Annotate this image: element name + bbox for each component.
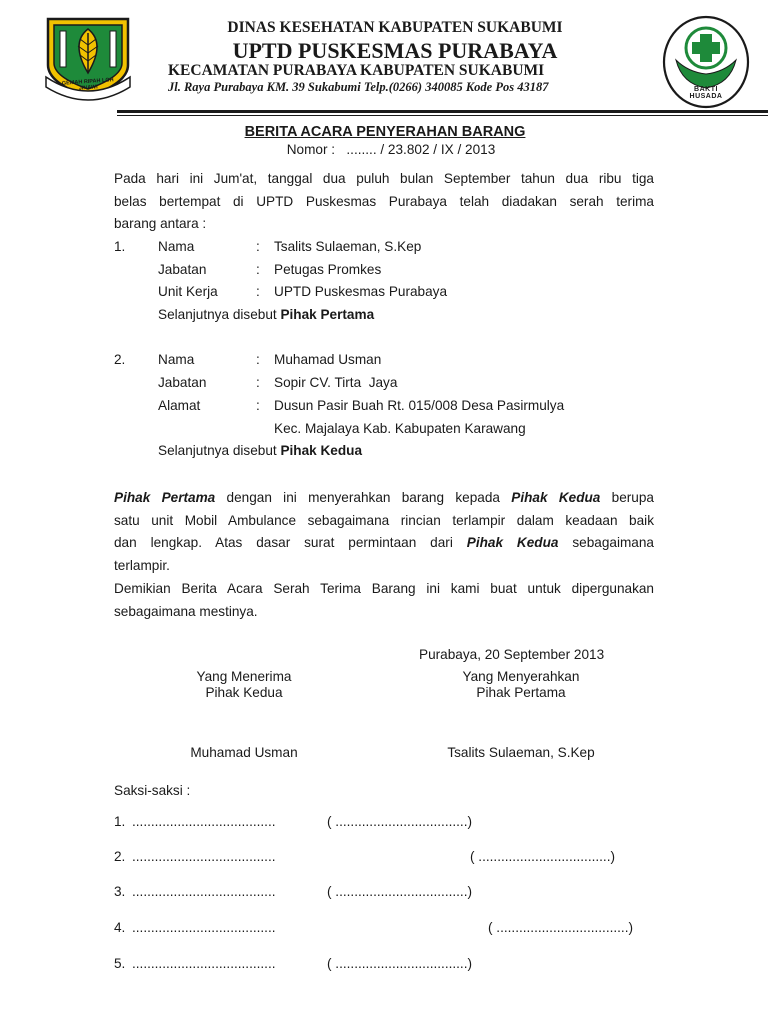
party2-number: 2.	[114, 352, 126, 367]
party1-value-name: Tsalits Sulaeman, S.Kep	[274, 239, 422, 254]
witness-4-name-line: ......................................	[132, 920, 276, 935]
party2-designation: Selanjutnya disebut Pihak Kedua	[158, 443, 363, 458]
party1-number: 1.	[114, 239, 126, 254]
witness-5-number: 5.	[114, 956, 126, 971]
party1-value-unit: UPTD Puskesmas Purabaya	[274, 284, 448, 299]
witness-5-name-line: ......................................	[132, 956, 276, 971]
party1-designation: Selanjutnya disebut Pihak Pertama	[158, 307, 375, 322]
document-number: Nomor : ........ / 23.802 / IX / 2013	[286, 142, 496, 157]
header-agency: DINAS KESEHATAN KABUPATEN SUKABUMI	[227, 19, 563, 36]
party2-value-address: Dusun Pasir Buah Rt. 015/008 Desa Pasirmulya	[274, 398, 565, 413]
place-date: Purabaya, 20 September 2013	[419, 647, 605, 662]
witness-3-name-line: ......................................	[132, 884, 276, 899]
witness-1-signature-line: ( ...................................)	[327, 814, 473, 829]
party2-label-address: Alamat	[158, 398, 201, 413]
witness-2-name-line: ......................................	[132, 849, 276, 864]
bakti-husada-text: BAKTI HUSADA	[689, 86, 723, 100]
right-signature-role: Yang Menyerahkan	[462, 669, 580, 684]
party1-label-name: Nama	[158, 239, 195, 254]
witness-2-signature-line: ( ...................................)	[470, 849, 616, 864]
witness-4-number: 4.	[114, 920, 126, 935]
witnesses-label: Saksi-saksi :	[114, 783, 191, 798]
witness-3-number: 3.	[114, 884, 126, 899]
right-signature-name: Tsalits Sulaeman, S.Kep	[447, 745, 595, 760]
party1-colon-name: :	[256, 239, 260, 254]
witness-5-signature-line: ( ...................................)	[327, 956, 473, 971]
party2-value-position: Sopir CV. Tirta Jaya	[274, 375, 398, 390]
document-title: BERITA ACARA PENYERAHAN BARANG	[244, 124, 526, 140]
left-signature-role: Yang Menerima	[196, 669, 292, 684]
right-signature-party: Pihak Pertama	[476, 685, 566, 700]
witness-4-signature-line: ( ...................................)	[488, 920, 634, 935]
handover-paragraph: Pihak Pertama dengan ini menyerahkan barang kepada Pihak Kedua berupa satu unit Mobil Ambulance sebagaimana rincian terlampir dalam keadaan baik dan lengkap. Atas dasar surat permintaan dari Pihak Kedua sebagaimana terlampir. Demikian Berita Acara Serah Terima Barang ini kami buat untuk dipergunakan sebagaimana mestinya.	[114, 490, 654, 619]
party1-colon-unit: :	[256, 284, 260, 299]
left-signature-party: Pihak Kedua	[205, 685, 283, 700]
party2-label-name: Nama	[158, 352, 195, 367]
party1-label-position: Jabatan	[158, 262, 207, 277]
witness-1-number: 1.	[114, 814, 126, 829]
witness-2-number: 2.	[114, 849, 126, 864]
intro-paragraph: Pada hari ini Jum'at, tanggal dua puluh bulan September tahun dua ribu tiga belas bertempat di UPTD Puskesmas Purabaya telah diadakan serah terima barang antara :	[114, 171, 654, 232]
party2-value-name: Muhamad Usman	[274, 352, 382, 367]
witness-1-name-line: ......................................	[132, 814, 276, 829]
party2-value-address-cont: Kec. Majalaya Kab. Kabupaten Karawang	[274, 421, 526, 436]
kabupaten-logo-motto: GEMAH RIPAH LOH JINAWI	[61, 77, 114, 92]
header-rule-thin	[117, 115, 768, 116]
party2-label-position: Jabatan	[158, 375, 207, 390]
witness-3-signature-line: ( ...................................)	[327, 884, 473, 899]
party2-colon-address: :	[256, 398, 260, 413]
party1-value-position: Petugas Promkes	[274, 262, 382, 277]
party1-colon-position: :	[256, 262, 260, 277]
header-address: Jl. Raya Purabaya KM. 39 Sukabumi Telp.(0266) 340085 Kode Pos 43187	[168, 80, 549, 94]
party2-colon-position: :	[256, 375, 260, 390]
header-district: KECAMATAN PURABAYA KABUPATEN SUKABUMI	[168, 62, 545, 79]
left-signature-name: Muhamad Usman	[190, 745, 298, 760]
party1-label-unit: Unit Kerja	[158, 284, 218, 299]
party2-colon-name: :	[256, 352, 260, 367]
header-rule-thick	[117, 110, 768, 113]
header-institution: UPTD PUSKESMAS PURABAYA	[232, 38, 558, 63]
